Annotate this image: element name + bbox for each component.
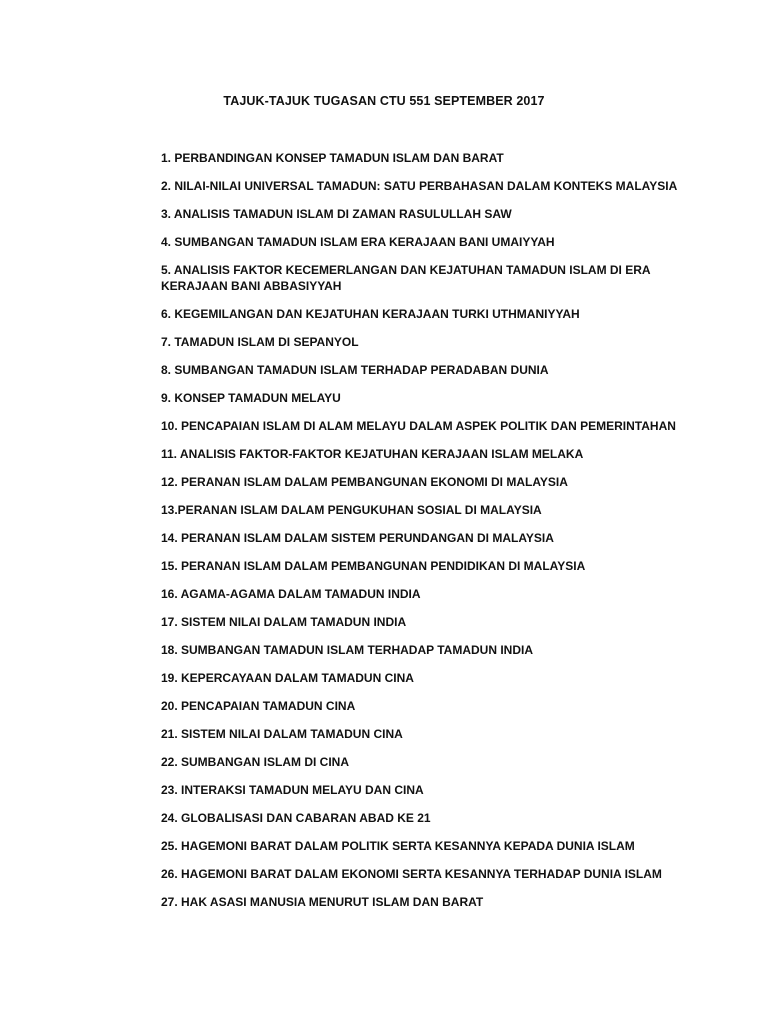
topic-item-18: 18. SUMBANGAN TAMADUN ISLAM TERHADAP TAMADUN INDIA (161, 643, 533, 657)
topic-item-7: 7. TAMADUN ISLAM DI SEPANYOL (161, 335, 359, 349)
topic-item-20: 20. PENCAPAIAN TAMADUN CINA (161, 699, 356, 713)
topic-item-9: 9. KONSEP TAMADUN MELAYU (161, 391, 341, 405)
topic-item-21: 21. SISTEM NILAI DALAM TAMADUN CINA (161, 727, 403, 741)
topic-item-3: 3. ANALISIS TAMADUN ISLAM DI ZAMAN RASULULLAH SAW (161, 207, 512, 221)
topic-item-11: 11. ANALISIS FAKTOR-FAKTOR KEJATUHAN KERAJAAN ISLAM MELAKA (161, 447, 584, 461)
topic-item-23: 23. INTERAKSI TAMADUN MELAYU DAN CINA (161, 783, 424, 797)
topic-item-8: 8. SUMBANGAN TAMADUN ISLAM TERHADAP PERADABAN DUNIA (161, 363, 549, 377)
document-title: TAJUK-TAJUK TUGASAN CTU 551 SEPTEMBER 2017 (223, 94, 545, 108)
topic-item-6: 6. KEGEMILANGAN DAN KEJATUHAN KERAJAAN TURKI UTHMANIYYAH (161, 307, 580, 321)
topic-item-16: 16. AGAMA-AGAMA DALAM TAMADUN INDIA (161, 587, 421, 601)
topic-item-15: 15. PERANAN ISLAM DALAM PEMBANGUNAN PENDIDIKAN DI MALAYSIA (161, 559, 586, 573)
topic-item-27: 27. HAK ASASI MANUSIA MENURUT ISLAM DAN BARAT (161, 895, 484, 909)
topic-item-17: 17. SISTEM NILAI DALAM TAMADUN INDIA (161, 615, 407, 629)
topic-item-26: 26. HAGEMONI BARAT DALAM EKONOMI SERTA KESANNYA TERHADAP DUNIA ISLAM (161, 867, 662, 881)
topic-item-25: 25. HAGEMONI BARAT DALAM POLITIK SERTA KESANNYA KEPADA DUNIA ISLAM (161, 839, 635, 853)
topic-item-2: 2. NILAI-NILAI UNIVERSAL TAMADUN: SATU PERBAHASAN DALAM KONTEKS MALAYSIA (161, 179, 678, 193)
topic-item-1: 1. PERBANDINGAN KONSEP TAMADUN ISLAM DAN BARAT (161, 151, 504, 165)
topic-item-5: 5. ANALISIS FAKTOR KECEMERLANGAN DAN KEJATUHAN TAMADUN ISLAM DI ERA KERAJAAN BANI ABBASIYYAH (161, 263, 651, 293)
topic-item-4: 4. SUMBANGAN TAMADUN ISLAM ERA KERAJAAN BANI UMAIYYAH (161, 235, 555, 249)
topic-list (161, 150, 721, 922)
topic-item-13: 13.PERANAN ISLAM DALAM PENGUKUHAN SOSIAL DI MALAYSIA (161, 503, 542, 517)
topic-item-22: 22. SUMBANGAN ISLAM DI CINA (161, 755, 350, 769)
topic-item-14: 14. PERANAN ISLAM DALAM SISTEM PERUNDANGAN DI MALAYSIA (161, 531, 554, 545)
topic-item-19: 19. KEPERCAYAAN DALAM TAMADUN CINA (161, 671, 414, 685)
topic-item-24: 24. GLOBALISASI DAN CABARAN ABAD KE 21 (161, 811, 431, 825)
topic-item-10: 10. PENCAPAIAN ISLAM DI ALAM MELAYU DALAM ASPEK POLITIK DAN PEMERINTAHAN (161, 419, 676, 433)
topic-item-12: 12. PERANAN ISLAM DALAM PEMBANGUNAN EKONOMI DI MALAYSIA (161, 475, 568, 489)
